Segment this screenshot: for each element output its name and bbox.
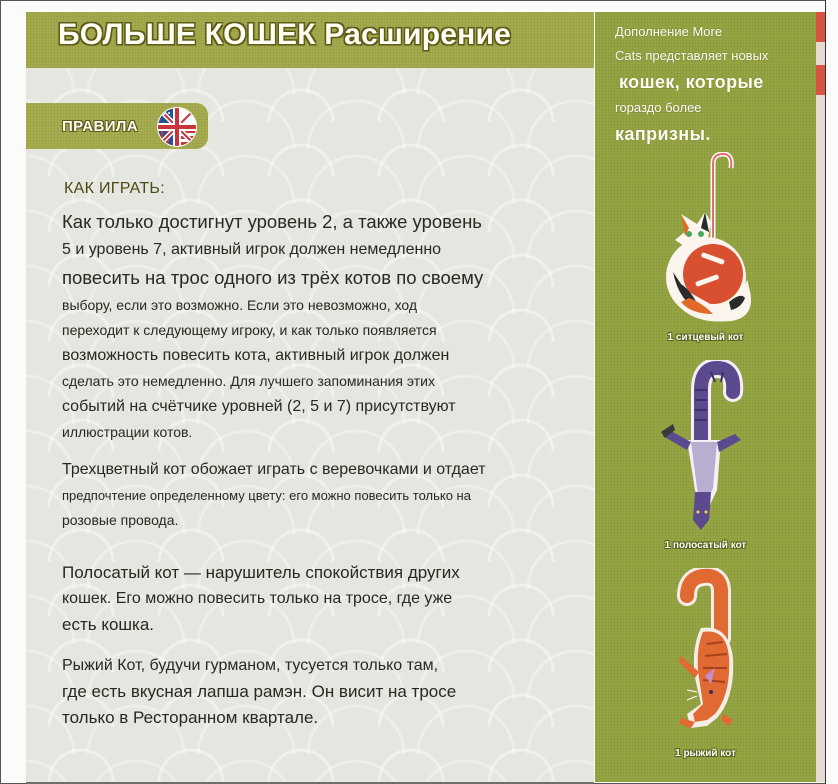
striped-cat-paragraph: [62, 560, 562, 638]
page-title: БОЛЬШЕ КОШЕК Расширение: [58, 18, 511, 51]
text-line: предпочтение определенному цвету: его можно повесить только на: [62, 488, 471, 503]
text-line: есть кошка.: [62, 615, 155, 634]
striped-cat-icon: [651, 360, 761, 540]
text-line: 5 и уровень 7, активный игрок должен немедленно: [62, 241, 442, 258]
text-line: Полосатый кот — нарушитель спокойствия других: [62, 563, 460, 582]
intro-line: кошек, которые: [619, 72, 764, 92]
sidebar-intro: [615, 20, 768, 148]
title-banner: [26, 12, 594, 68]
cat-card-calico: [595, 152, 816, 343]
text-line: Трехцветный кот обожает играть с веревочками и отдает: [62, 461, 486, 478]
text-line: повесить на трос одного из трёх котов по своему: [62, 267, 484, 288]
how-to-play-heading: КАК ИГРАТЬ:: [64, 180, 165, 197]
text-line: где есть вкусная лапша рамэн. Он висит на тросе: [62, 682, 457, 701]
edge-red-mark: [816, 65, 825, 95]
cat-caption: 1 ситцевый кот: [667, 332, 744, 343]
page-edge-strip: [816, 12, 825, 782]
text-line: выбору, если это возможно. Если это невозможно, ход: [62, 297, 418, 313]
text-line: только в Ресторанном квартале.: [62, 708, 319, 727]
text-line: сделать это немедленно. Для лучшего запоминания этих: [62, 373, 435, 389]
cat-caption: 1 полосатый кот: [664, 540, 747, 551]
ginger-cat-icon: [651, 568, 761, 748]
text-line: розовые провода.: [62, 512, 179, 528]
calico-cat-icon: [651, 152, 761, 332]
text-line: Рыжий Кот, будучи гурманом, тусуется только там,: [62, 657, 439, 674]
intro-line: Cats представляет новых: [615, 48, 769, 63]
rules-tab-label: ПРАВИЛА: [62, 118, 139, 135]
text-line: кошек. Его можно повесить только на тросе, где уже: [62, 590, 453, 607]
text-line: событий на счётчике уровней (2, 5 и 7) присутствуют: [62, 398, 456, 415]
text-line: Как только достигнут уровень 2, а также уровень: [62, 211, 482, 232]
intro-line: гораздо более: [615, 100, 702, 115]
cat-card-ginger: [595, 568, 816, 759]
edge-red-mark: [816, 12, 825, 42]
text-line: иллюстрации котов.: [62, 424, 193, 440]
intro-line: Дополнение More: [615, 24, 723, 39]
calico-cat-paragraph: [62, 457, 562, 533]
outer-margin: [825, 0, 838, 784]
ginger-cat-paragraph: [62, 653, 562, 731]
text-line: возможность повесить кота, активный игрок должен: [62, 347, 450, 364]
cat-card-striped: [595, 360, 816, 551]
intro-line: капризны.: [615, 124, 711, 144]
cat-caption: 1 рыжий кот: [675, 748, 736, 759]
uk-us-flag-icon: [157, 107, 197, 147]
cats-sidebar: [595, 12, 816, 782]
how-to-play-paragraph: [62, 207, 562, 445]
rules-tab[interactable]: [26, 103, 208, 149]
text-line: переходит к следующему игроку, и как только появляется: [62, 322, 437, 338]
